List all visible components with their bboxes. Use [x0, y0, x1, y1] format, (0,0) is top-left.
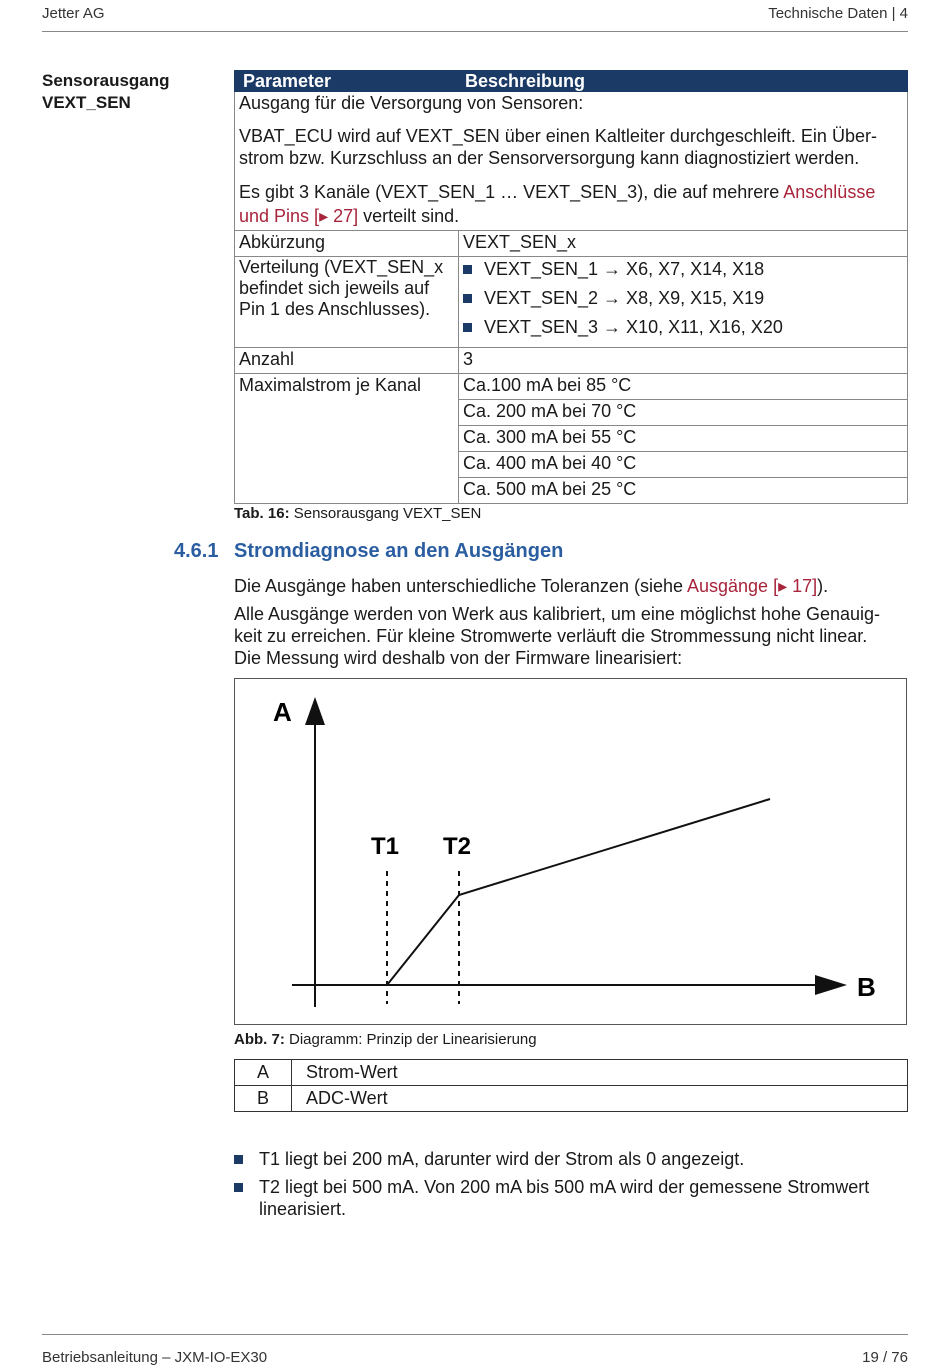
parameter-table — [234, 70, 908, 504]
t1-label: T1 — [371, 833, 400, 860]
table-row-abkuerzung — [235, 231, 908, 257]
paragraph-2 — [234, 603, 908, 669]
link-page-27: 27] — [328, 206, 359, 226]
legend-key-a: A — [235, 1060, 292, 1086]
list-item — [463, 287, 903, 316]
desc-paragraph-3 — [239, 180, 903, 228]
max-value-1: Ca.100 mA bei 85 °C — [459, 374, 908, 400]
header-company: Jetter AG — [42, 5, 105, 22]
figure-caption-text: Diagramm: Prinzip der Linearisierung — [284, 1031, 537, 1048]
header-chapter: Technische Daten | 4 — [768, 5, 908, 22]
vert-list — [463, 258, 903, 345]
desc-paragraph-2 — [239, 125, 903, 169]
max-value-4: Ca. 400 mA bei 40 °C — [459, 452, 908, 478]
list-item — [463, 258, 903, 287]
para1-end: ). — [817, 576, 829, 596]
abk-label: Abkürzung — [235, 231, 459, 257]
header-beschreibung: Beschreibung — [459, 71, 908, 92]
para2-line1: Alle Ausgänge werden von Werk aus kalibriert, um eine möglichst hohe Genauig- — [234, 604, 881, 624]
desc-p3-end: verteilt sind. — [358, 206, 460, 226]
table-row-max-1 — [235, 374, 908, 400]
bullet-item-2 — [234, 1176, 908, 1220]
link-und-pins[interactable] — [239, 206, 358, 226]
table-row-anzahl — [235, 348, 908, 374]
bullet-icon — [234, 1183, 243, 1192]
header-parameter: Parameter — [235, 71, 459, 92]
linearization-diagram — [234, 678, 907, 1025]
legend-table — [234, 1059, 908, 1112]
footer-doc-title: Betriebsanleitung – JXM-IO-EX30 — [42, 1349, 268, 1366]
anzahl-label: Anzahl — [235, 348, 459, 374]
bullet-icon — [234, 1155, 243, 1164]
max-value-3: Ca. 300 mA bei 55 °C — [459, 426, 908, 452]
header-rule — [42, 31, 908, 32]
max-label: Maximalstrom je Kanal — [235, 374, 459, 504]
table-caption-label: Tab. 16: — [234, 505, 290, 522]
para1-text: Die Ausgänge haben unterschiedliche Toleranzen (siehe — [234, 576, 687, 596]
table-header-row — [235, 71, 908, 92]
footer-page-number: 19 / 76 — [862, 1349, 908, 1366]
bullet-1-text: T1 liegt bei 200 mA, darunter wird der Strom als 0 angezeigt. — [259, 1149, 745, 1169]
paragraph-1 — [234, 575, 908, 597]
vert-item-2: VEXT_SEN_2 → X8, X9, X15, X19 — [484, 288, 765, 308]
anzahl-value: 3 — [459, 348, 908, 374]
table-caption-text: Sensorausgang VEXT_SEN — [289, 505, 482, 522]
vert-label: Verteilung (VEXT_SEN_x befindet sich jeweils auf Pin 1 des Anschlusses). — [235, 257, 459, 348]
sidebar-title-line1: Sensorausgang — [42, 71, 170, 90]
legend-value-a: Strom-Wert — [292, 1060, 908, 1086]
footer-rule — [42, 1334, 908, 1335]
bullet-item-1 — [234, 1148, 908, 1170]
figure-caption — [234, 1031, 537, 1048]
para2-line3: Die Messung wird deshalb von der Firmware linearisiert: — [234, 648, 683, 668]
bullet-2-line1: T2 liegt bei 500 mA. Von 200 mA bis 500 mA wird der gemessene Stromwert — [259, 1177, 870, 1197]
legend-key-b: B — [235, 1086, 292, 1112]
max-value-2: Ca. 200 mA bei 70 °C — [459, 400, 908, 426]
bullet-2-line2: linearisiert. — [259, 1199, 347, 1219]
table-row — [235, 1086, 908, 1112]
section-number: 4.6.1 — [174, 540, 219, 562]
bullet-icon — [463, 265, 472, 274]
max-value-5: Ca. 500 mA bei 25 °C — [459, 478, 908, 504]
vert-item-1: VEXT_SEN_1 → X6, X7, X14, X18 — [484, 259, 765, 279]
arrow-right-icon: ▸ — [319, 206, 329, 226]
figure-caption-label: Abb. 7: — [234, 1031, 285, 1048]
abk-value: VEXT_SEN_x — [459, 231, 908, 257]
y-axis-arrow-icon — [305, 697, 325, 725]
table-row-description — [235, 92, 908, 231]
vert-cell — [459, 257, 908, 348]
list-item — [463, 316, 903, 345]
table-row — [235, 1060, 908, 1086]
bullet-2-text — [259, 1176, 908, 1220]
desc-paragraph-1: Ausgang für die Versorgung von Sensoren: — [239, 93, 584, 113]
link-ausgaenge[interactable] — [687, 576, 817, 596]
sidebar-title — [42, 70, 170, 114]
legend-value-b: ADC-Wert — [292, 1086, 908, 1112]
section-title: Stromdiagnose an den Ausgängen — [234, 540, 564, 562]
desc-p2-line2: strom bzw. Kurzschluss an der Sensorversorgung kann diagnostiziert werden. — [239, 148, 860, 168]
x-axis-arrow-icon — [815, 975, 847, 995]
y-axis-label: A — [273, 697, 292, 727]
diagram-svg — [235, 679, 906, 1024]
link-page-17: 17] — [787, 576, 818, 596]
sidebar-title-line2: VEXT_SEN — [42, 93, 131, 112]
table-row-verteilung — [235, 257, 908, 348]
bullet-icon — [463, 294, 472, 303]
bullet-icon — [463, 323, 472, 332]
link-ausgaenge-text: Ausgänge [ — [687, 576, 779, 596]
vert-item-3: VEXT_SEN_3 → X10, X11, X16, X20 — [484, 317, 783, 337]
x-axis-label: B — [857, 972, 876, 1002]
link-und-pins-text: und Pins [ — [239, 206, 320, 226]
linearization-curve — [387, 799, 770, 985]
desc-p2-line1: VBAT_ECU wird auf VEXT_SEN über einen Kaltleiter durchgeschleift. Ein Über- — [239, 126, 877, 146]
link-anschluesse[interactable]: Anschlüsse — [783, 182, 876, 202]
arrow-right-icon: ▸ — [778, 576, 788, 596]
table-caption — [234, 505, 481, 522]
desc-p3-text: Es gibt 3 Kanäle (VEXT_SEN_1 … VEXT_SEN_3), die auf mehrere — [239, 182, 784, 202]
description-cell — [235, 92, 908, 231]
t2-label: T2 — [443, 833, 472, 860]
para2-line2: keit zu erreichen. Für kleine Stromwerte verläuft die Strommessung nicht linear. — [234, 626, 868, 646]
